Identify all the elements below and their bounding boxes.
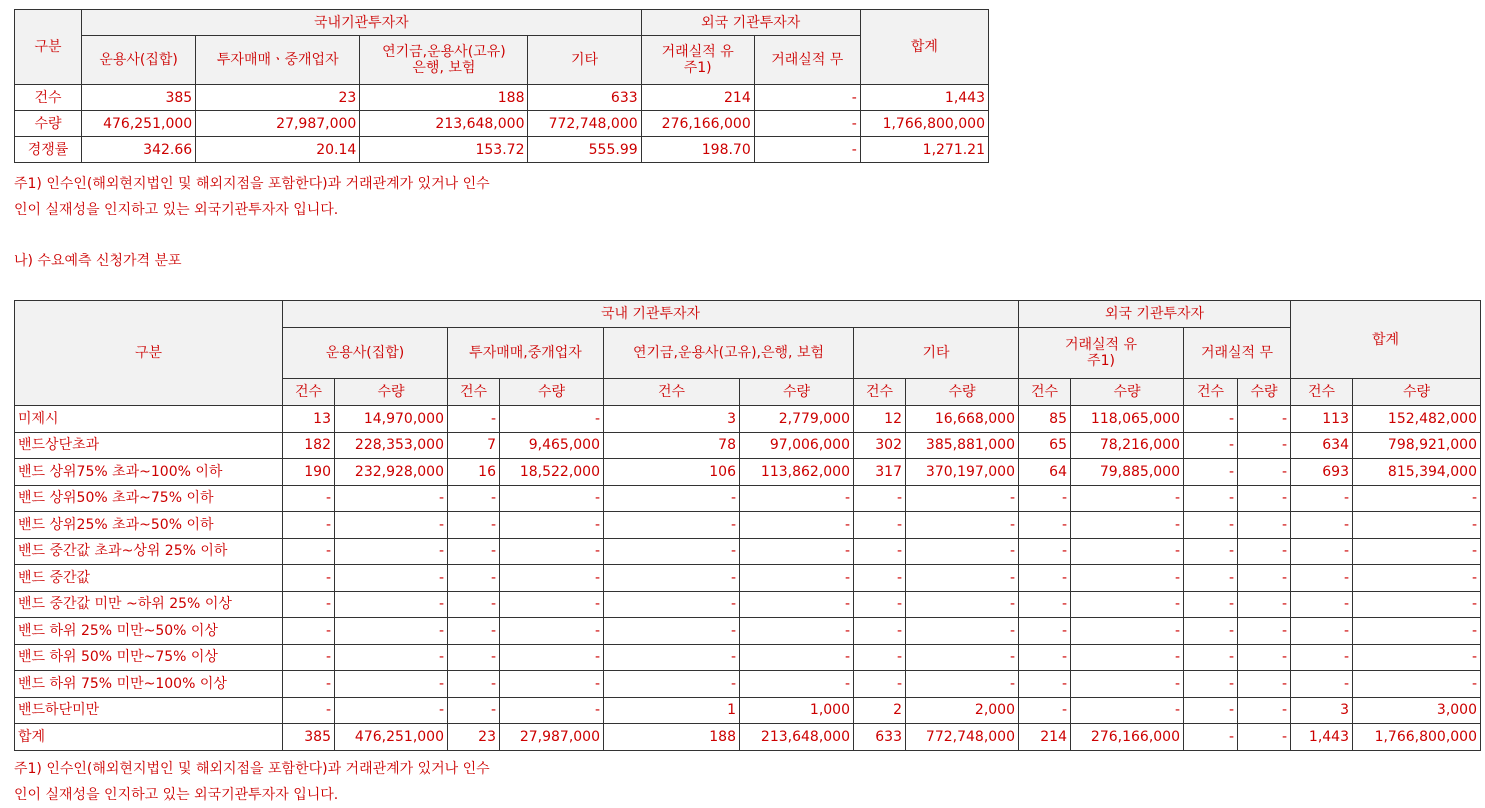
table-cell: 1,443 xyxy=(860,85,988,111)
table-row xyxy=(15,459,1481,486)
table-cell: - xyxy=(1184,697,1238,724)
table-cell: - xyxy=(1184,538,1238,565)
table-cell: 317 xyxy=(854,459,906,486)
footnote-line: 인이 실재성을 인지하고 있는 외국기관투자자 입니다. xyxy=(14,202,339,218)
footnote-line: 주1) 인수인(해외현지법인 및 해외지점을 포함한다)과 거래관계가 있거나 인수 xyxy=(14,761,490,777)
table-cell: - xyxy=(854,591,906,618)
table-cell: - xyxy=(335,591,448,618)
table-cell: - xyxy=(500,565,604,592)
table-cell: 276,166,000 xyxy=(641,111,754,137)
table-cell: - xyxy=(448,512,500,539)
table-cell: 64 xyxy=(1019,459,1071,486)
count-header: 건수 xyxy=(448,379,500,406)
row-label: 밴드 중간값 미만 ~하위 25% 이상 xyxy=(15,591,283,618)
table-cell: - xyxy=(740,671,854,698)
footnote xyxy=(14,171,490,223)
table-cell: - xyxy=(854,644,906,671)
table-cell: - xyxy=(604,644,740,671)
table-cell: - xyxy=(1184,644,1238,671)
table-cell: - xyxy=(448,671,500,698)
table-cell: - xyxy=(1019,485,1071,512)
table-cell: 18,522,000 xyxy=(500,459,604,486)
table-cell: 97,006,000 xyxy=(740,432,854,459)
table-cell: - xyxy=(500,406,604,433)
price-distribution-table xyxy=(14,300,1481,751)
table-cell: - xyxy=(1071,671,1184,698)
table-cell: - xyxy=(500,644,604,671)
table-row xyxy=(15,485,1481,512)
table-cell: 9,465,000 xyxy=(500,432,604,459)
table-cell: - xyxy=(1071,485,1184,512)
table-cell: - xyxy=(283,671,335,698)
table-cell: - xyxy=(1184,432,1238,459)
table-cell: - xyxy=(1019,538,1071,565)
competition-table xyxy=(14,9,989,163)
table-cell: - xyxy=(1353,565,1481,592)
table-cell: 188 xyxy=(604,724,740,751)
row-label: 밴드 상위25% 초과~50% 이하 xyxy=(15,512,283,539)
table-cell: 118,065,000 xyxy=(1071,406,1184,433)
table-cell: - xyxy=(1291,485,1353,512)
table-cell: - xyxy=(283,618,335,645)
col-header: 운용사(집합) xyxy=(283,328,448,379)
table-row xyxy=(15,111,989,137)
qty-header: 수량 xyxy=(1353,379,1481,406)
table-cell: 27,987,000 xyxy=(500,724,604,751)
table-cell: - xyxy=(1071,618,1184,645)
table-cell: - xyxy=(283,512,335,539)
table-cell: - xyxy=(1071,591,1184,618)
table-cell: 385 xyxy=(82,85,196,111)
table-row xyxy=(15,406,1481,433)
table-cell: 772,748,000 xyxy=(528,111,641,137)
table-cell: - xyxy=(1291,512,1353,539)
table-cell: - xyxy=(906,644,1019,671)
table-cell: - xyxy=(854,671,906,698)
col-header: 기타 xyxy=(528,36,641,85)
table-cell: - xyxy=(854,565,906,592)
table-cell: 633 xyxy=(854,724,906,751)
table-cell: 476,251,000 xyxy=(82,111,196,137)
table-cell: - xyxy=(500,591,604,618)
table-cell: - xyxy=(1238,671,1291,698)
table-cell: - xyxy=(1184,618,1238,645)
table-cell: 232,928,000 xyxy=(335,459,448,486)
table-cell: - xyxy=(283,565,335,592)
table-cell: 634 xyxy=(1291,432,1353,459)
table-cell: - xyxy=(335,565,448,592)
table-cell: - xyxy=(1071,565,1184,592)
table-cell: - xyxy=(854,512,906,539)
table-cell: - xyxy=(1238,697,1291,724)
table-cell: 78 xyxy=(604,432,740,459)
table-cell: 23 xyxy=(448,724,500,751)
table-cell: - xyxy=(500,671,604,698)
table-cell: - xyxy=(1353,485,1481,512)
table-cell: 16 xyxy=(448,459,500,486)
table-cell: 1,443 xyxy=(1291,724,1353,751)
table-cell: 7 xyxy=(448,432,500,459)
table-cell: - xyxy=(740,485,854,512)
table-cell: 213,648,000 xyxy=(360,111,528,137)
table-cell: - xyxy=(1291,618,1353,645)
table-cell: - xyxy=(604,538,740,565)
table-cell: - xyxy=(1238,724,1291,751)
col-header: 거래실적 유 주1) xyxy=(1019,328,1184,379)
table-cell: - xyxy=(1291,644,1353,671)
row-label: 밴드 하위 75% 미만~100% 이상 xyxy=(15,671,283,698)
foreign-group-header: 외국 기관투자자 xyxy=(641,10,860,36)
table-cell: 213,648,000 xyxy=(740,724,854,751)
table-cell: 214 xyxy=(641,85,754,111)
table-cell: 65 xyxy=(1019,432,1071,459)
table-cell: - xyxy=(283,697,335,724)
table-cell: 16,668,000 xyxy=(906,406,1019,433)
table-cell: - xyxy=(500,512,604,539)
table-cell: 198.70 xyxy=(641,137,754,163)
table-cell: 772,748,000 xyxy=(906,724,1019,751)
row-label: 밴드 상위75% 초과~100% 이하 xyxy=(15,459,283,486)
qty-header: 수량 xyxy=(740,379,854,406)
table-cell: - xyxy=(604,671,740,698)
domestic-group-header: 국내기관투자자 xyxy=(82,10,642,36)
table-row xyxy=(15,432,1481,459)
row-label: 밴드 상위50% 초과~75% 이하 xyxy=(15,485,283,512)
table-cell: - xyxy=(1071,697,1184,724)
category-header: 구분 xyxy=(15,10,82,85)
table-cell: - xyxy=(906,565,1019,592)
table-row xyxy=(15,697,1481,724)
table-cell: - xyxy=(1238,512,1291,539)
col-header: 운용사(집합) xyxy=(82,36,196,85)
table-cell: - xyxy=(906,618,1019,645)
table-cell: - xyxy=(1353,538,1481,565)
table-cell: - xyxy=(283,644,335,671)
row-label: 밴드 하위 25% 미만~50% 이상 xyxy=(15,618,283,645)
table-cell: - xyxy=(335,618,448,645)
table-cell: - xyxy=(448,591,500,618)
table-cell: - xyxy=(1353,644,1481,671)
table-cell: 693 xyxy=(1291,459,1353,486)
table-cell: 113,862,000 xyxy=(740,459,854,486)
row-label: 합계 xyxy=(15,724,283,751)
table-cell: - xyxy=(1071,644,1184,671)
table-cell: - xyxy=(448,644,500,671)
table-cell: - xyxy=(1019,644,1071,671)
table-cell: 85 xyxy=(1019,406,1071,433)
table-cell: 3 xyxy=(604,406,740,433)
col-header: 거래실적 무 xyxy=(754,36,860,85)
table-cell: - xyxy=(1184,591,1238,618)
table-cell: - xyxy=(1353,591,1481,618)
table-cell: - xyxy=(1353,671,1481,698)
row-label: 경쟁률 xyxy=(15,137,82,163)
table-cell: - xyxy=(1238,644,1291,671)
table-cell: - xyxy=(1184,565,1238,592)
table-cell: - xyxy=(448,618,500,645)
table-cell: - xyxy=(906,591,1019,618)
table-cell: - xyxy=(906,485,1019,512)
table-cell: - xyxy=(1238,591,1291,618)
table-cell: - xyxy=(1238,432,1291,459)
table-row xyxy=(15,618,1481,645)
table-cell: - xyxy=(1019,591,1071,618)
col-header: 투자매매,중개업자 xyxy=(448,328,604,379)
row-label: 수량 xyxy=(15,111,82,137)
table-cell: 276,166,000 xyxy=(1071,724,1184,751)
table-cell: - xyxy=(283,538,335,565)
table-cell: - xyxy=(1184,485,1238,512)
qty-header: 수량 xyxy=(906,379,1019,406)
table-row xyxy=(15,724,1481,751)
table-cell: - xyxy=(283,485,335,512)
table-cell: - xyxy=(906,512,1019,539)
col-header: 연기금,운용사(고유),은행, 보험 xyxy=(604,328,854,379)
table-cell: - xyxy=(1019,697,1071,724)
table-cell: 13 xyxy=(283,406,335,433)
table-cell: - xyxy=(1238,565,1291,592)
table-cell: 228,353,000 xyxy=(335,432,448,459)
qty-header: 수량 xyxy=(335,379,448,406)
table-row xyxy=(15,137,989,163)
table-cell: 2,779,000 xyxy=(740,406,854,433)
table-cell: - xyxy=(1238,459,1291,486)
table-cell: - xyxy=(854,618,906,645)
table-cell: - xyxy=(740,512,854,539)
table-cell: 1,271.21 xyxy=(860,137,988,163)
table-cell: 815,394,000 xyxy=(1353,459,1481,486)
table-cell: - xyxy=(335,485,448,512)
table-cell: 1,000 xyxy=(740,697,854,724)
table-cell: - xyxy=(448,538,500,565)
table-cell: - xyxy=(1238,485,1291,512)
table-cell: - xyxy=(740,591,854,618)
table-cell: - xyxy=(1019,618,1071,645)
category-header: 구분 xyxy=(15,301,283,406)
table-cell: - xyxy=(604,618,740,645)
table-cell: - xyxy=(1291,538,1353,565)
table-cell: 385,881,000 xyxy=(906,432,1019,459)
table-cell: 188 xyxy=(360,85,528,111)
table-cell: - xyxy=(604,485,740,512)
table-cell: - xyxy=(1184,724,1238,751)
table-cell: 20.14 xyxy=(196,137,360,163)
table-cell: - xyxy=(854,538,906,565)
table-cell: - xyxy=(500,618,604,645)
table-cell: - xyxy=(1353,512,1481,539)
total-header: 합계 xyxy=(1291,301,1481,379)
table-cell: - xyxy=(1019,565,1071,592)
table-cell: 182 xyxy=(283,432,335,459)
col-header: 투자매매ㆍ중개업자 xyxy=(196,36,360,85)
table-cell: 798,921,000 xyxy=(1353,432,1481,459)
table-row xyxy=(15,644,1481,671)
qty-header: 수량 xyxy=(500,379,604,406)
row-label: 미제시 xyxy=(15,406,283,433)
table-cell: 342.66 xyxy=(82,137,196,163)
count-header: 건수 xyxy=(1184,379,1238,406)
row-label: 건수 xyxy=(15,85,82,111)
table-row xyxy=(15,565,1481,592)
table-cell: - xyxy=(1238,406,1291,433)
table-cell: 1,766,800,000 xyxy=(1353,724,1481,751)
table-cell: 3 xyxy=(1291,697,1353,724)
table-cell: 27,987,000 xyxy=(196,111,360,137)
row-label: 밴드 중간값 초과~상위 25% 이하 xyxy=(15,538,283,565)
table-cell: - xyxy=(283,591,335,618)
table-cell: - xyxy=(335,644,448,671)
table-cell: 476,251,000 xyxy=(335,724,448,751)
table-cell: - xyxy=(1238,538,1291,565)
table-cell: - xyxy=(740,538,854,565)
section-title: 나) 수요예측 신청가격 분포 xyxy=(14,253,182,269)
table-cell: - xyxy=(1184,671,1238,698)
table-cell: 1,766,800,000 xyxy=(860,111,988,137)
table-cell: - xyxy=(1184,459,1238,486)
table-cell: - xyxy=(1291,591,1353,618)
row-label: 밴드 중간값 xyxy=(15,565,283,592)
table-row xyxy=(15,591,1481,618)
table-cell: 214 xyxy=(1019,724,1071,751)
count-header: 건수 xyxy=(604,379,740,406)
table-cell: 79,885,000 xyxy=(1071,459,1184,486)
table-cell: - xyxy=(1019,512,1071,539)
table-cell: - xyxy=(335,512,448,539)
row-label: 밴드상단초과 xyxy=(15,432,283,459)
table-cell: 153.72 xyxy=(360,137,528,163)
table-cell: - xyxy=(1071,512,1184,539)
footnote xyxy=(14,756,490,808)
table-cell: - xyxy=(1071,538,1184,565)
table-cell: - xyxy=(448,485,500,512)
table-row xyxy=(15,85,989,111)
qty-header: 수량 xyxy=(1071,379,1184,406)
row-label: 밴드 하위 50% 미만~75% 이상 xyxy=(15,644,283,671)
count-header: 건수 xyxy=(1291,379,1353,406)
table-cell: - xyxy=(500,697,604,724)
table-row xyxy=(15,512,1481,539)
table-cell: - xyxy=(500,538,604,565)
table-cell: 113 xyxy=(1291,406,1353,433)
table-cell: - xyxy=(740,618,854,645)
table-cell: - xyxy=(448,406,500,433)
col-header: 기타 xyxy=(854,328,1019,379)
col-header: 거래실적 유 주1) xyxy=(641,36,754,85)
table-cell: 2 xyxy=(854,697,906,724)
table-cell: - xyxy=(906,671,1019,698)
table-cell: - xyxy=(740,565,854,592)
table-cell: - xyxy=(604,512,740,539)
row-label: 밴드하단미만 xyxy=(15,697,283,724)
table-cell: 14,970,000 xyxy=(335,406,448,433)
table-cell: - xyxy=(740,644,854,671)
table-cell: - xyxy=(500,485,604,512)
table-cell: - xyxy=(754,137,860,163)
table-cell: - xyxy=(335,697,448,724)
footnote-line: 인이 실재성을 인지하고 있는 외국기관투자자 입니다. xyxy=(14,787,339,803)
foreign-group-header: 외국 기관투자자 xyxy=(1019,301,1291,328)
table-cell: 555.99 xyxy=(528,137,641,163)
table-cell: - xyxy=(1184,406,1238,433)
domestic-group-header: 국내 기관투자자 xyxy=(283,301,1019,328)
table-cell: 190 xyxy=(283,459,335,486)
table-cell: 23 xyxy=(196,85,360,111)
table-cell: 78,216,000 xyxy=(1071,432,1184,459)
table-cell: 1 xyxy=(604,697,740,724)
table-cell: 3,000 xyxy=(1353,697,1481,724)
table-cell: - xyxy=(1291,565,1353,592)
table-cell: - xyxy=(1184,512,1238,539)
table-row xyxy=(15,538,1481,565)
col-header: 연기금,운용사(고유) 은행, 보험 xyxy=(360,36,528,85)
table-cell: 152,482,000 xyxy=(1353,406,1481,433)
count-header: 건수 xyxy=(854,379,906,406)
count-header: 건수 xyxy=(283,379,335,406)
table-cell: - xyxy=(1019,671,1071,698)
table-cell: 633 xyxy=(528,85,641,111)
col-header: 거래실적 무 xyxy=(1184,328,1291,379)
table-cell: - xyxy=(448,565,500,592)
table-cell: 302 xyxy=(854,432,906,459)
table-cell: - xyxy=(335,671,448,698)
table-cell: 370,197,000 xyxy=(906,459,1019,486)
table-row xyxy=(15,671,1481,698)
table-cell: 12 xyxy=(854,406,906,433)
table-cell: 385 xyxy=(283,724,335,751)
table-cell: - xyxy=(754,85,860,111)
table-cell: - xyxy=(854,485,906,512)
table-cell: - xyxy=(335,538,448,565)
count-header: 건수 xyxy=(1019,379,1071,406)
qty-header: 수량 xyxy=(1238,379,1291,406)
table-cell: - xyxy=(604,591,740,618)
table-cell: - xyxy=(604,565,740,592)
table-cell: - xyxy=(906,538,1019,565)
total-header: 합계 xyxy=(860,10,988,85)
table-cell: 106 xyxy=(604,459,740,486)
table-cell: 2,000 xyxy=(906,697,1019,724)
table-cell: - xyxy=(448,697,500,724)
table-cell: - xyxy=(1291,671,1353,698)
table-cell: - xyxy=(1238,618,1291,645)
table-cell: - xyxy=(1353,618,1481,645)
footnote-line: 주1) 인수인(해외현지법인 및 해외지점을 포함한다)과 거래관계가 있거나 인수 xyxy=(14,176,490,192)
table-cell: - xyxy=(754,111,860,137)
